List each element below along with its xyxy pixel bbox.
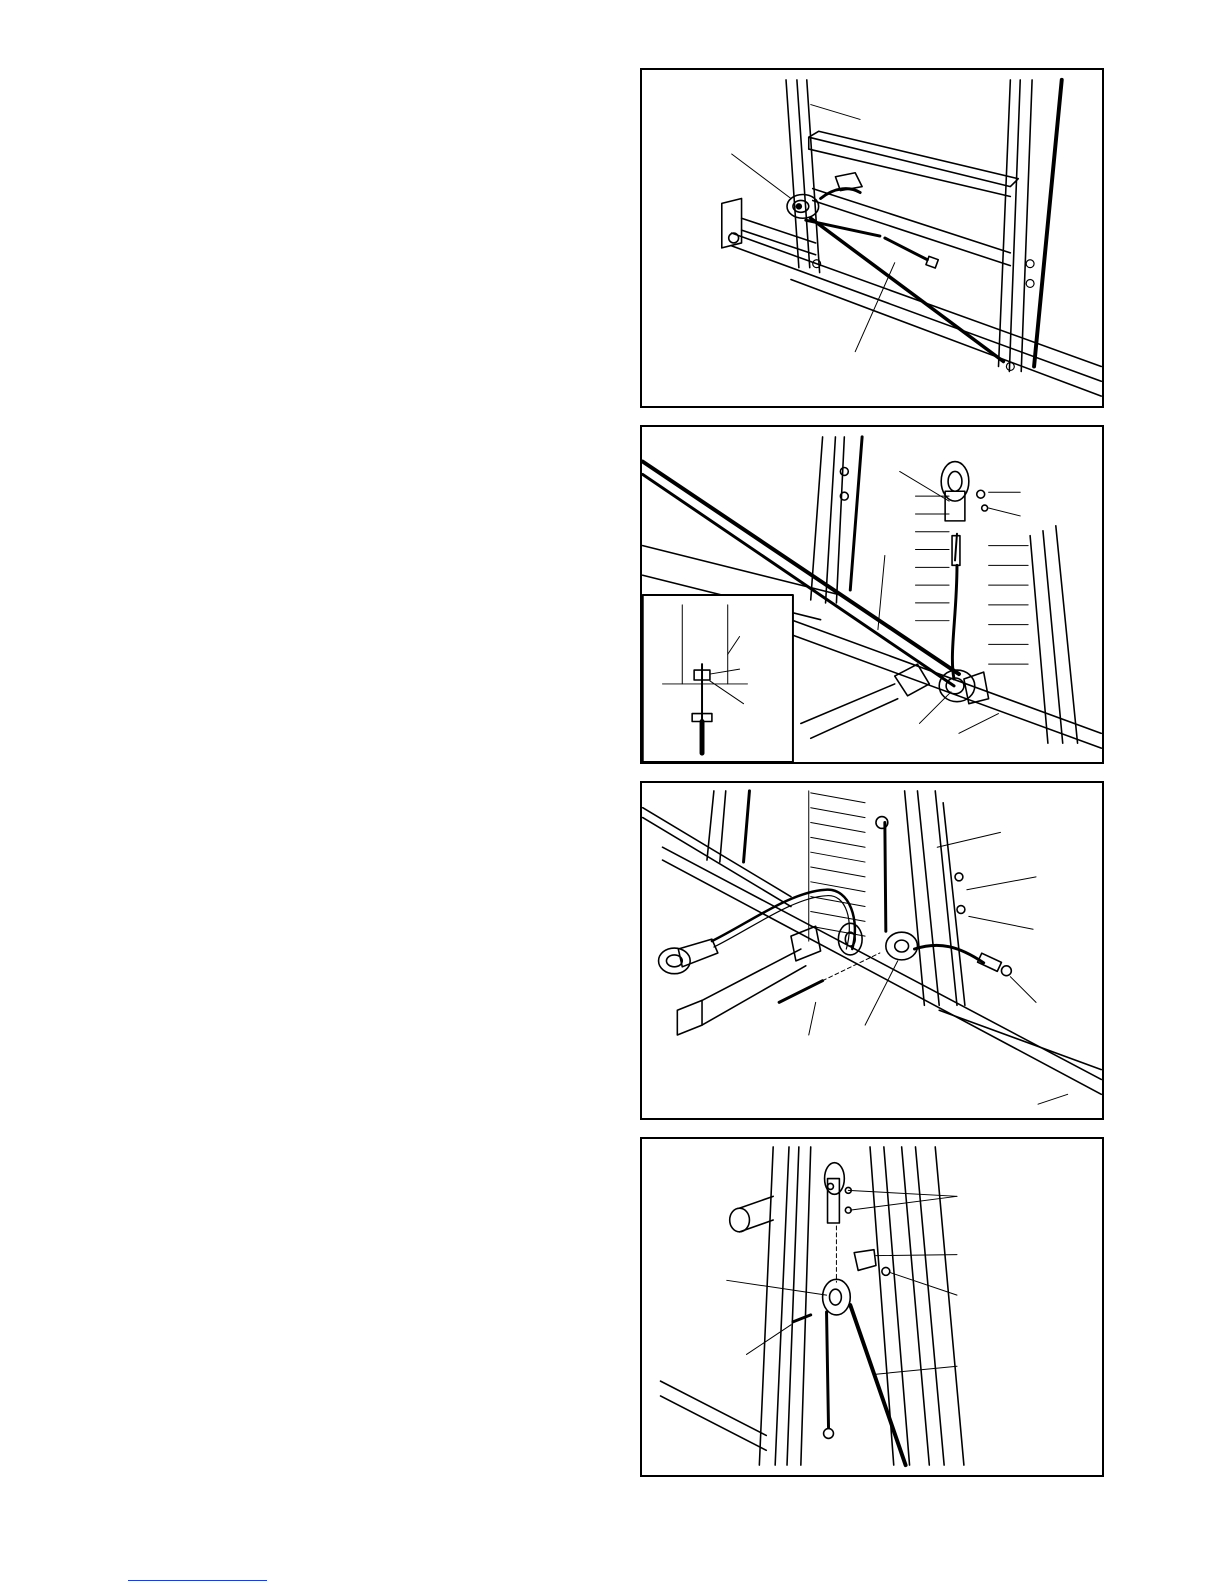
left-upright bbox=[759, 1147, 810, 1465]
vertical-pulley-drawing bbox=[642, 1139, 1102, 1475]
detail-inset bbox=[643, 595, 793, 762]
lower-pulley bbox=[823, 1279, 851, 1315]
pulley-bracket-drawing bbox=[642, 427, 1102, 762]
callout-leader-lines bbox=[732, 105, 895, 352]
pulley-wheel bbox=[787, 173, 862, 218]
nut-and-washer bbox=[955, 873, 965, 914]
base-frame bbox=[722, 198, 1101, 396]
cable-end bbox=[827, 1312, 829, 1428]
weight-plates bbox=[915, 496, 1028, 664]
cable-down bbox=[850, 1305, 905, 1465]
pin-bolt bbox=[779, 981, 822, 1003]
assembly-figure-1 bbox=[640, 68, 1104, 408]
middle-pulley bbox=[876, 817, 1011, 976]
floating-pulley-drawing bbox=[642, 783, 1102, 1118]
left-upright bbox=[786, 80, 820, 273]
bracket bbox=[854, 1250, 876, 1271]
upper-pulley bbox=[825, 1163, 852, 1223]
assembly-figure-4 bbox=[640, 1137, 1104, 1477]
base-frame bbox=[661, 1381, 767, 1450]
callout-leader-lines bbox=[878, 471, 1020, 733]
right-upright bbox=[905, 791, 965, 1005]
nut bbox=[882, 1267, 890, 1275]
base-frame bbox=[663, 847, 1102, 1094]
assembly-figure-3 bbox=[640, 781, 1104, 1120]
cable bbox=[806, 218, 1004, 361]
weight-horn bbox=[730, 1196, 773, 1232]
right-upright bbox=[998, 80, 1061, 372]
weight-plates bbox=[809, 791, 865, 941]
floating-pulley-left bbox=[659, 939, 718, 974]
pulley-cable-frame-drawing bbox=[642, 70, 1102, 406]
footer-link-underline[interactable] bbox=[128, 1580, 267, 1581]
crossbar bbox=[809, 131, 1019, 265]
bracket-pulley bbox=[838, 923, 862, 955]
right-upright bbox=[870, 1147, 964, 1465]
assembly-figure-2 bbox=[640, 425, 1104, 764]
bolt bbox=[793, 1315, 811, 1322]
vertical-cable bbox=[952, 565, 957, 679]
